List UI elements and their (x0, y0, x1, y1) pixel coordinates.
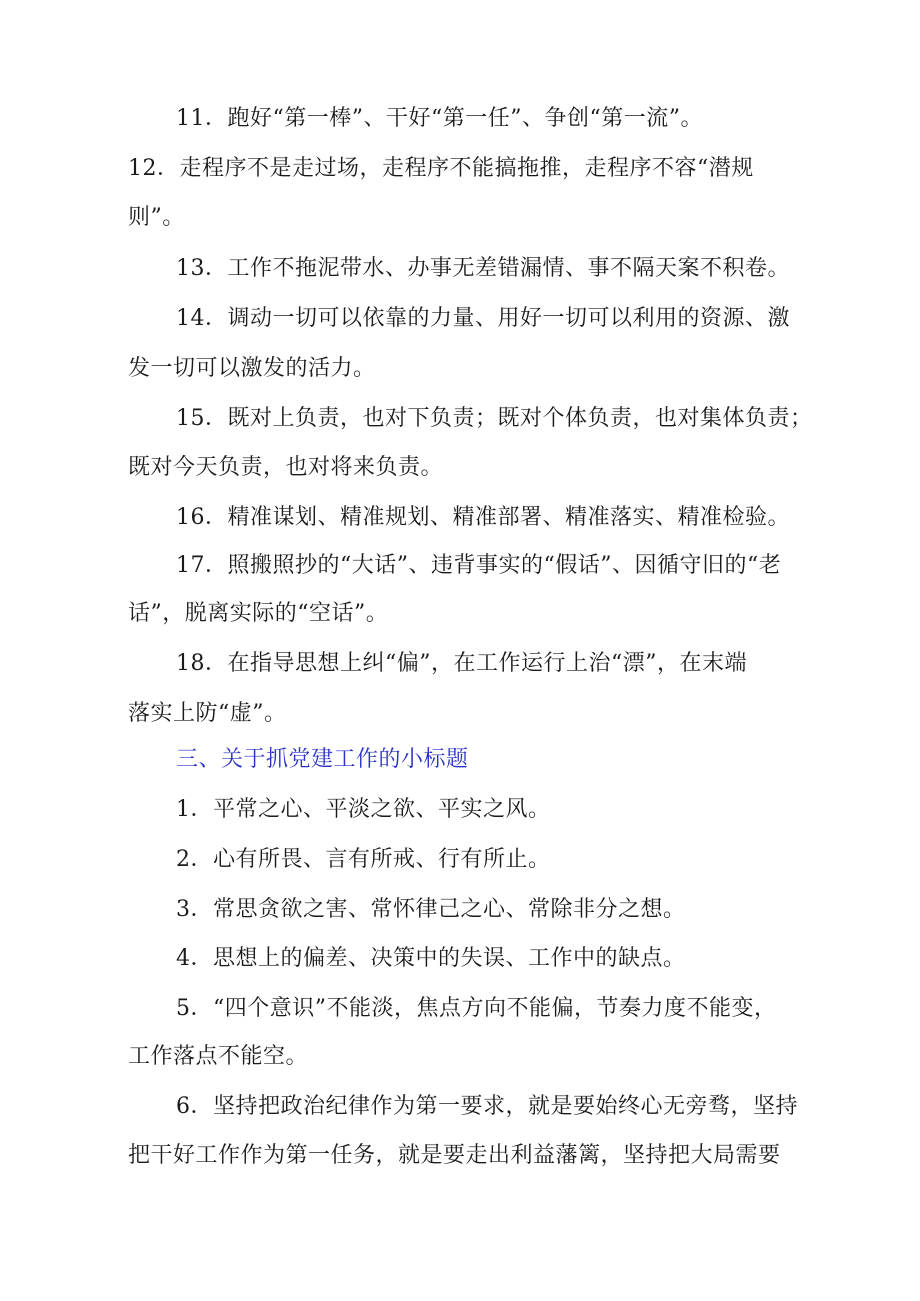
party-item-5-cont: 工作落点不能空。 (128, 1044, 309, 1069)
party-item-6-cont: 把干好工作作为第一任务，就是要走出利益藩篱，坚持把大局需要 (128, 1143, 781, 1168)
section-heading-party-building: 三、关于抓党建工作的小标题 (176, 747, 469, 772)
party-item-6: 6．坚持把政治纪律作为第一要求，就是要始终心无旁骛，坚持 (176, 1094, 798, 1119)
item-11: 11．跑好“第一棒”、干好“第一任”、争创“第一流”。 (176, 106, 703, 131)
item-18-cont: 落实上防“虚”。 (128, 701, 287, 726)
party-item-2: 2．心有所畏、言有所戒、行有所止。 (176, 847, 551, 872)
item-17: 17．照搬照抄的“大话”、违背事实的“假话”、因循守旧的“老 (176, 553, 782, 578)
item-14: 14．调动一切可以依靠的力量、用好一切可以利用的资源、激 (176, 306, 790, 331)
item-12-cont: 则”。 (128, 205, 185, 230)
item-13: 13．工作不拖泥带水、办事无差错漏情、事不隔天案不积卷。 (176, 256, 790, 281)
item-15-cont: 既对今天负责，也对将来负责。 (128, 455, 444, 480)
party-item-5: 5．“四个意识”不能淡，焦点方向不能偏，节奏力度不能变， (176, 996, 777, 1021)
item-15: 15．既对上负责，也对下负责；既对个体负责，也对集体负责； (176, 406, 813, 431)
item-18: 18．在指导思想上纠“偏”，在工作运行上治“漂”，在末端 (176, 651, 747, 676)
item-12: 12．走程序不是走过场，走程序不能搞拖推，走程序不容“潜规 (128, 156, 754, 181)
item-14-cont: 发一切可以激发的活力。 (128, 356, 376, 381)
item-17-cont: 话”，脱离实际的“空话”。 (128, 601, 389, 626)
party-item-4: 4．思想上的偏差、决策中的失误、工作中的缺点。 (176, 946, 686, 971)
party-item-3: 3．常思贪欲之害、常怀律己之心、常除非分之想。 (176, 897, 686, 922)
party-item-1: 1．平常之心、平淡之欲、平实之风。 (176, 797, 551, 822)
item-16: 16．精准谋划、精准规划、精准部署、精准落实、精准检验。 (176, 505, 790, 530)
